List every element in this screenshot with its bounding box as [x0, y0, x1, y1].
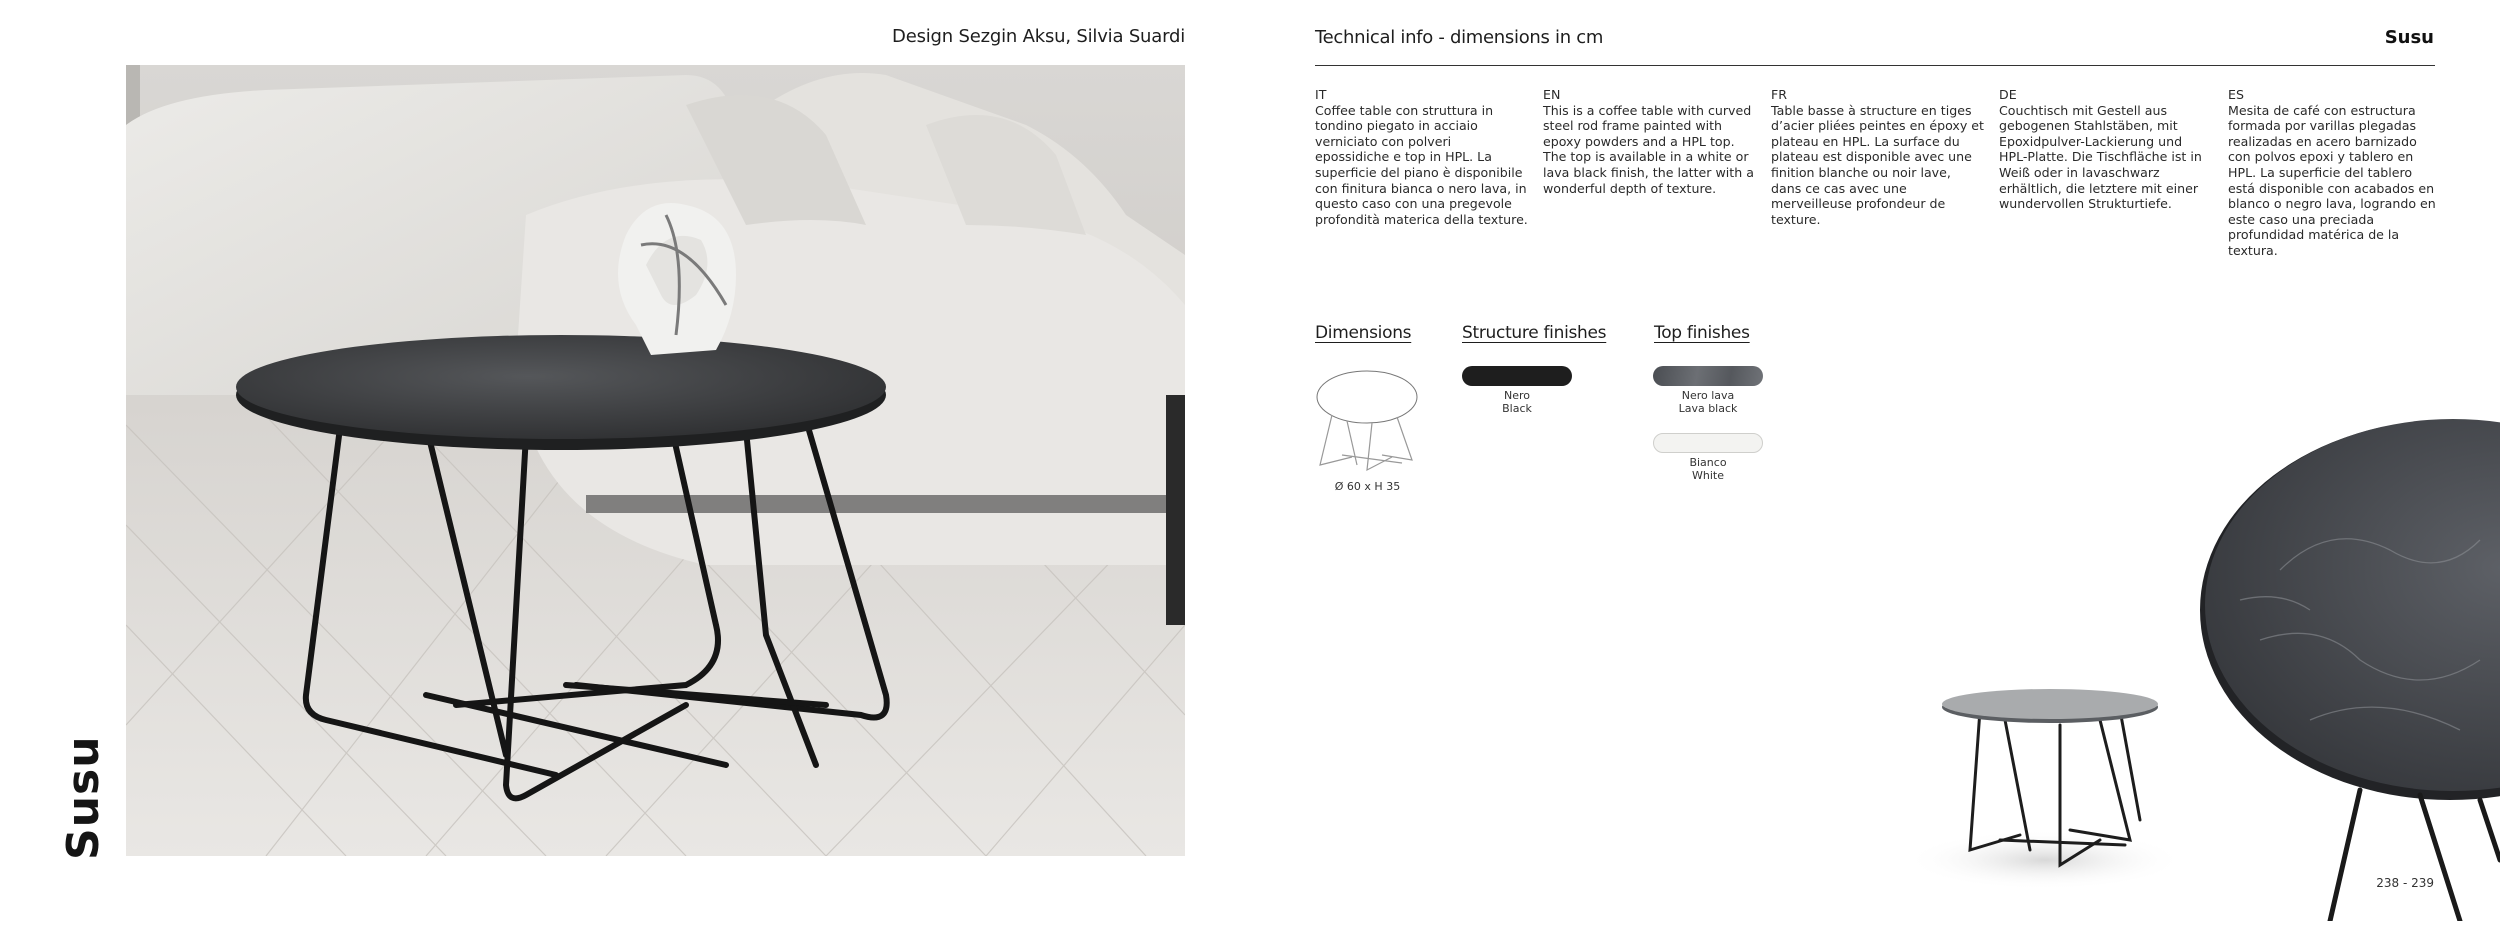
top-finishes-title: Top finishes — [1654, 323, 1750, 343]
description-text: This is a coffee table with curved steel rod frame painted with epoxy powders and a HPL top. The top is available in a white or lava black finish, the latter with a wonderful depth of texture. — [1543, 102, 1754, 196]
finish-label-en: Lava black — [1678, 402, 1738, 415]
top-swatch-white-label — [1653, 456, 1763, 482]
finish-label-it: Bianco — [1689, 456, 1727, 469]
product-photos — [1860, 400, 2500, 926]
lifestyle-photo — [126, 65, 1185, 856]
finish-label-en: White — [1692, 469, 1724, 482]
language-code: IT — [1315, 87, 1327, 102]
description-text: Mesita de café con estructura formada por varillas plegadas realizadas en acero barnizado con polvos epoxi y tablero en HPL. La superficie del tablero está disponible con acabados en blanco o negro lava, logrando en este caso una preciada profundidad matérica de la textura. — [2228, 102, 2436, 258]
designer-credit: Design Sezgin Aksu, Silvia Suardi — [892, 26, 1185, 47]
header-divider — [1315, 65, 2435, 66]
top-swatch-lava-black-label — [1653, 389, 1763, 415]
description-text: Table basse à structure en tiges d’acier pliées peintes en époxy et plateau en HPL. La surface du plateau est disponible avec une finition blanche ou noir lave, dans ce cas avec une merveilleuse profondeur de texture. — [1771, 102, 1984, 227]
brand-vertical-title: Susu — [58, 735, 109, 860]
description-it — [1315, 87, 1529, 227]
dimensions-title: Dimensions — [1315, 323, 1412, 343]
finish-label-it: Nero — [1503, 389, 1530, 402]
descriptions — [1315, 87, 2435, 267]
structure-finishes-title: Structure finishes — [1462, 323, 1607, 343]
dimension-drawing — [1312, 365, 1422, 480]
top-swatch-lava-black[interactable] — [1653, 366, 1763, 386]
structure-swatch-black[interactable] — [1462, 366, 1572, 386]
language-code: FR — [1771, 87, 1787, 102]
structure-swatch-black-label — [1462, 389, 1572, 415]
top-swatch-white[interactable] — [1653, 433, 1763, 453]
language-code: ES — [2228, 87, 2244, 102]
description-en — [1543, 87, 1757, 196]
description-text: Couchtisch mit Gestell aus gebogenen Stahlstäben, mit Epoxidpulver-Lackierung und HPL-Platte. Die Tischfläche ist in Weiß oder in lavaschwarz erhältlich, die letztere mit einer wundervollen Strukturtiefe. — [1999, 102, 2202, 212]
dimensions-value: Ø 60 x H 35 — [1334, 480, 1401, 493]
brand-name: Susu — [2384, 27, 2434, 48]
description-text: Coffee table con struttura in tondino piegato in acciaio verniciato con polveri epossidiche e top in HPL. La superficie del piano è disponibile con finitura bianca o nero lava, in questo caso con una pregevole profondità materica della texture. — [1315, 102, 1528, 227]
description-es — [2228, 87, 2442, 259]
description-de — [1999, 87, 2213, 212]
finish-label-en: Black — [1502, 402, 1532, 415]
description-fr — [1771, 87, 1985, 227]
finish-label-it: Nero lava — [1681, 389, 1735, 402]
page-number: 238 - 239 — [2376, 876, 2434, 890]
language-code: DE — [1999, 87, 2017, 102]
language-code: EN — [1543, 87, 1561, 102]
technical-info-title: Technical info - dimensions in cm — [1315, 27, 1604, 48]
